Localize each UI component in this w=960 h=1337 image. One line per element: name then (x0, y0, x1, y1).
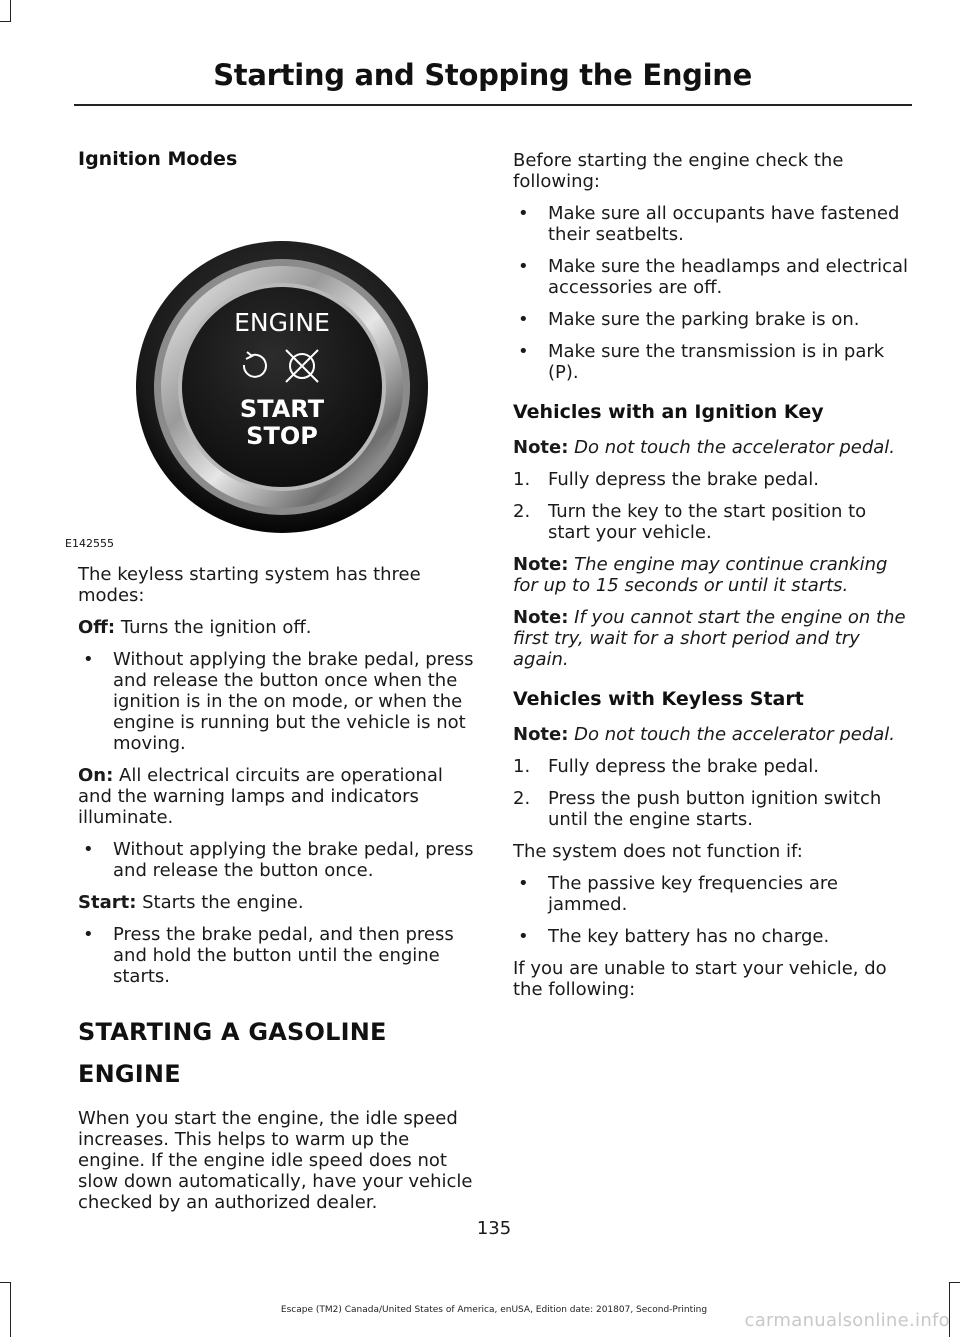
crop-mark (949, 1282, 960, 1283)
note: Note: Do not touch the accelerator pedal. (513, 437, 896, 458)
list-item: • Without applying the brake pedal, press and release the button once. (83, 839, 474, 881)
figure-code: E142555 (65, 537, 114, 550)
section-heading: STARTING A GASOLINE (78, 1018, 387, 1046)
list-item: • The key battery has no charge. (518, 926, 830, 947)
list-item: • Without applying the brake pedal, press and release the button once when the ignition is in the on mode, or when the engine is running but the vehicle is not moving. (83, 649, 474, 754)
note: Note: If you cannot start the engine on the first try, wait for a short period and try again. (513, 607, 906, 670)
ignition-modes-heading: Ignition Modes (78, 148, 238, 170)
svg-text:ENGINE: ENGINE (234, 308, 330, 337)
page-title: Starting and Stopping the Engine (213, 58, 752, 92)
page-number: 135 (476, 1218, 512, 1239)
ignition-key-heading: Vehicles with an Ignition Key (513, 401, 824, 423)
list-item: • Make sure the transmission is in park (P). (518, 341, 885, 383)
engine-start-stop-button-icon (134, 239, 430, 535)
list-item: • Make sure all occupants have fastened their seatbelts. (518, 203, 900, 245)
start-mode: Start: Starts the engine. (78, 892, 304, 913)
edition-footer: Escape (TM2) Canada/United States of America, enUSA, Edition date: 201807, Second-Printing (280, 1305, 708, 1315)
section-heading: ENGINE (78, 1060, 181, 1088)
crop-mark (0, 21, 11, 22)
keyless-start-heading: Vehicles with Keyless Start (513, 688, 804, 710)
list-item: • Make sure the parking brake is on. (518, 309, 860, 330)
note: Note: The engine may continue cranking for up to 15 seconds or until it starts. (513, 554, 888, 596)
svg-text:STOP: STOP (246, 422, 318, 450)
crop-mark (10, 0, 11, 22)
list-item: • The passive key frequencies are jammed. (518, 873, 839, 915)
idle-speed-paragraph: When you start the engine, the idle speed increases. This helps to warm up the engine. If the engine idle speed does not slow down automatically, have your vehicle checked by an authorized dealer. (78, 1108, 473, 1213)
on-mode: On: All electrical circuits are operational and the warning lamps and indicators illuminate. (78, 765, 443, 828)
off-mode: Off: Turns the ignition off. (78, 617, 312, 638)
watermark: carmanualsonline.info (744, 1310, 950, 1331)
unable-paragraph: If you are unable to start your vehicle, do the following: (513, 958, 887, 1000)
right-column (513, 146, 913, 1011)
list-item: • Make sure the headlamps and electrical accessories are off. (518, 256, 909, 298)
list-item: 2. Press the push button ignition switch until the engine starts. (513, 788, 882, 830)
crop-mark (0, 1282, 11, 1283)
list-item: • Press the brake pedal, and then press and hold the button until the engine starts. (83, 924, 454, 987)
modes-intro: The keyless starting system has three modes: (78, 564, 421, 606)
engine-button-figure (65, 172, 478, 550)
title-rule (74, 104, 912, 106)
svg-text:START: START (239, 395, 325, 423)
check-intro: Before starting the engine check the following: (513, 150, 844, 192)
list-item: 1. Fully depress the brake pedal. (513, 756, 820, 777)
note: Note: Do not touch the accelerator pedal. (513, 724, 896, 745)
left-column (65, 146, 478, 1224)
fail-intro: The system does not function if: (513, 841, 803, 862)
list-item: 2. Turn the key to the start position to start your vehicle. (513, 501, 867, 543)
list-item: 1. Fully depress the brake pedal. (513, 469, 820, 490)
